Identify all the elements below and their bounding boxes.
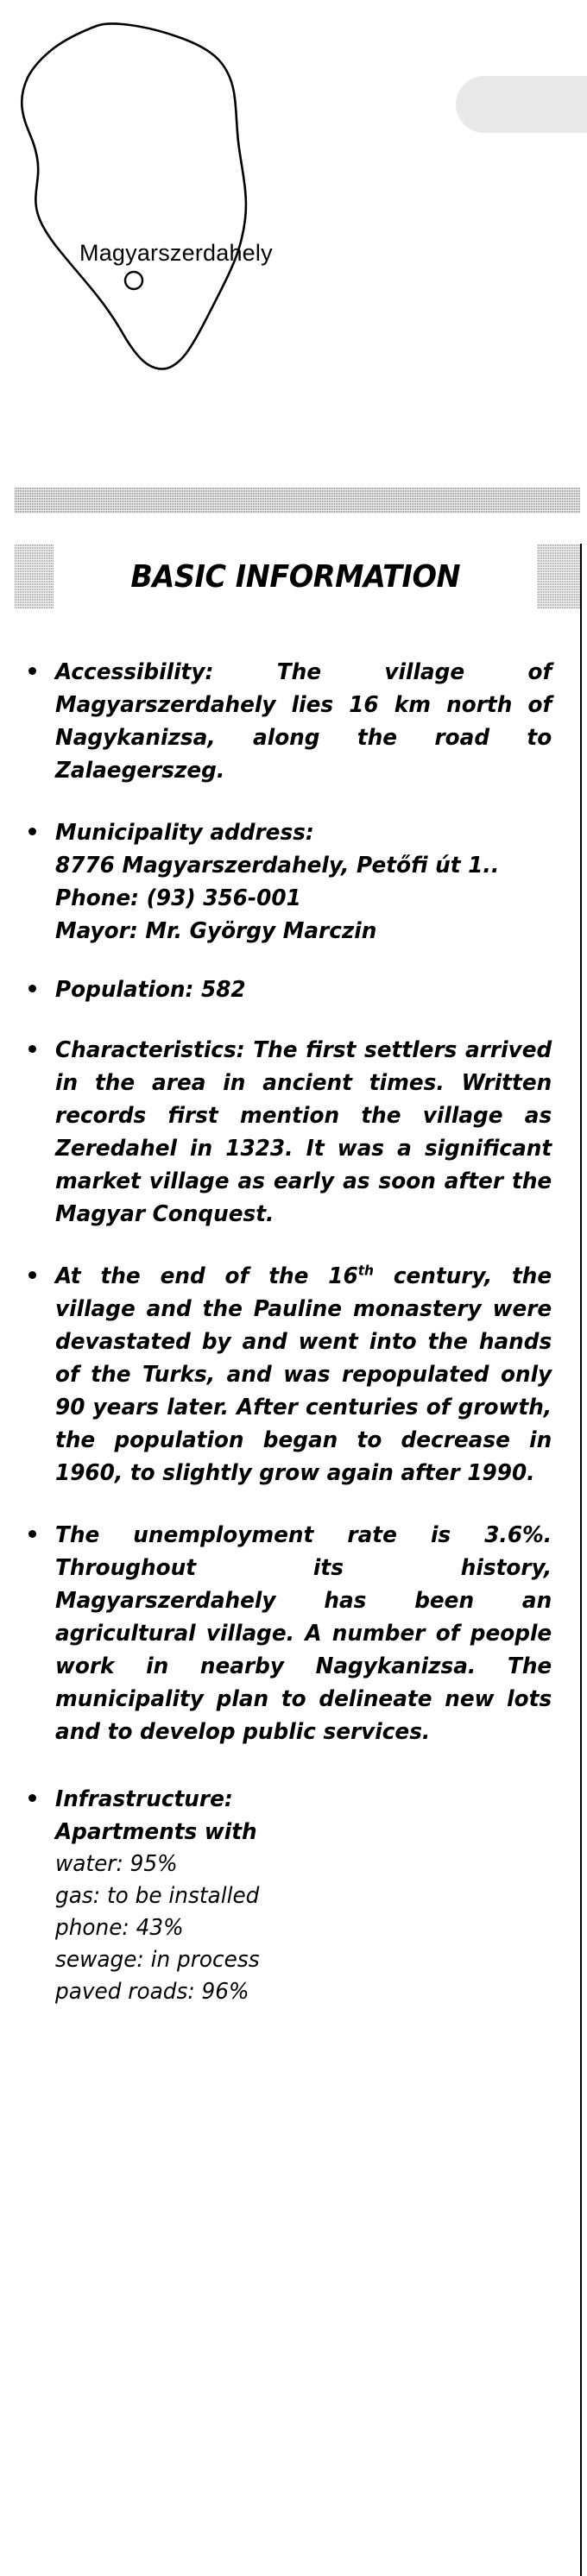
right-vertical-rule <box>580 544 582 2576</box>
list-item <box>15 1783 567 2008</box>
infrastructure-phone: phone: 43% <box>55 1915 184 1941</box>
bullet-icon <box>28 667 36 675</box>
infrastructure-gas: gas: to be installed <box>55 1883 260 1909</box>
infrastructure-label: Infrastructure: <box>55 1786 233 1812</box>
infrastructure-sewage: sewage: in process <box>55 1947 260 1973</box>
history-text-after-sup: century, the village and the Pauline monastery were devastated by and went into the hands of the Turks, and was repopulated only 90 years later. After centuries of growth, the population began to decrease in 1960, to slightly grow again after 1990. <box>55 1263 552 1486</box>
population-text: Population: 582 <box>55 977 246 1003</box>
bullet-icon <box>28 985 36 992</box>
municipality-mayor: Mayor: Mr. György Marczin <box>55 918 377 944</box>
unemployment-text: The unemployment rate is 3.6%. Throughout its history, Magyarszerdahely has been an agricultural village. A number of people work in nearby Nagykanizsa. The municipality plan to delineate new lots and to develop public services. <box>55 1522 552 1745</box>
page-title: BASIC INFORMATION <box>130 558 460 595</box>
circle-marker <box>125 272 142 289</box>
ordinal-suffix: th <box>357 1262 374 1279</box>
infrastructure-water: water: 95% <box>55 1851 178 1877</box>
municipality-phone: Phone: (93) 356-001 <box>55 885 301 911</box>
village-boundary-map <box>0 0 345 470</box>
list-item <box>15 1519 567 1748</box>
accessibility-text: Accessibility: The village of Magyarszerdahely lies 16 km north of Nagykanizsa, along the road to Zalaegerszeg. <box>55 659 552 784</box>
infrastructure-subtitle: Apartments with <box>55 1819 257 1845</box>
bullet-icon <box>28 828 36 835</box>
bullet-icon <box>28 1045 36 1053</box>
map-settlement-label: Magyarszerdahely <box>79 240 273 266</box>
bullet-icon <box>28 1271 36 1279</box>
list-item <box>15 1034 567 1231</box>
map-area <box>0 0 587 470</box>
characteristics-text: Characteristics: The first settlers arrived in the area in ancient times. Written records first mention the village as Zeredahel in 1323. It was a significant market village as early as soon after the Magyar Conquest. <box>55 1037 552 1227</box>
list-item <box>15 1260 567 1490</box>
infrastructure-paved-roads: paved roads: 96% <box>55 1979 249 2005</box>
map-decorative-blob <box>456 76 587 133</box>
bullet-icon <box>28 1794 36 1802</box>
section-header <box>54 544 537 609</box>
bullet-icon <box>28 1530 36 1538</box>
municipality-address-label: Municipality address: <box>55 820 314 846</box>
municipality-address-value: 8776 Magyarszerdahely, Petőfi út 1.. <box>55 853 500 879</box>
list-item <box>15 656 567 787</box>
list-item <box>15 973 567 1006</box>
basic-information-list <box>15 656 567 2037</box>
texture-divider-band <box>15 488 580 513</box>
history-16th-century-text <box>55 1260 552 1490</box>
list-item <box>15 816 567 948</box>
history-text-before-sup: At the end of the 16 <box>55 1263 358 1289</box>
